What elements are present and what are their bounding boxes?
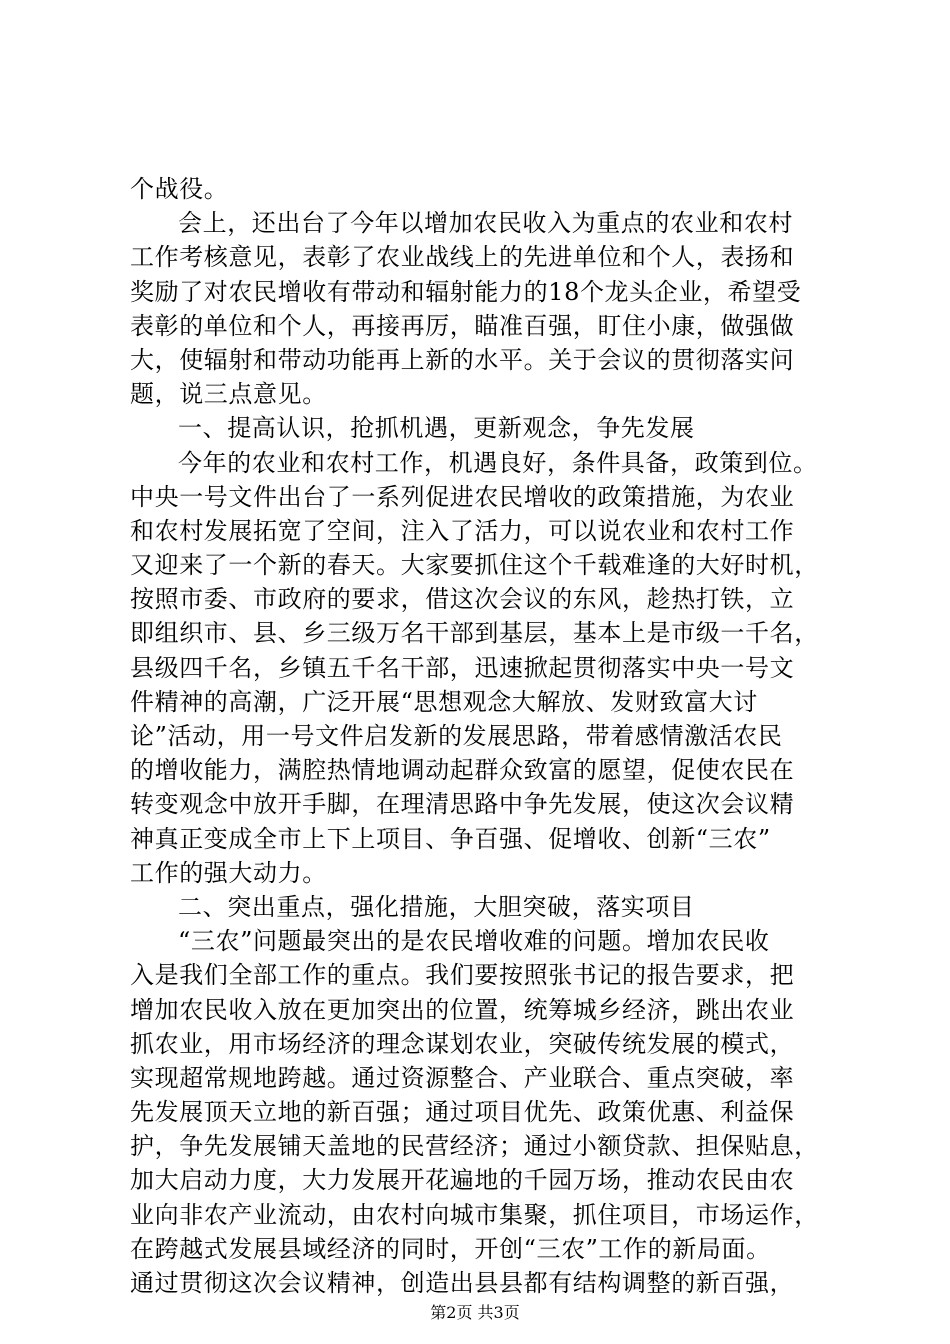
text-line: 加大启动力度，大力发展开花遍地的千园万场，推动农民由农 <box>130 1166 795 1195</box>
text-line: 件精神的高潮，广泛开展“思想观念大解放、发财致富大讨 <box>130 687 758 716</box>
text-line: 工作考核意见，表彰了农业战线上的先进单位和个人，表扬和 <box>130 243 795 272</box>
text-line: 今年的农业和农村工作，机遇良好，条件具备，政策到位。 <box>178 448 818 477</box>
text-line: 实现超常规地跨越。通过资源整合、产业联合、重点突破，率 <box>130 1063 795 1092</box>
text-line: 入是我们全部工作的重点。我们要按照张书记的报告要求，把 <box>130 961 795 990</box>
text-line: “三农”问题最突出的是农民增收难的问题。增加农民收 <box>178 927 770 956</box>
text-line: 神真正变成全市上下上项目、争百强、促增收、创新“三农” <box>130 824 771 853</box>
text-line: 按照市委、市政府的要求，借这次会议的东风，趁热打铁，立 <box>130 585 795 614</box>
text-line: 个战役。 <box>130 175 229 203</box>
text-line: 工作的强大动力。 <box>130 858 327 887</box>
text-line: 奖励了对农民增收有带动和辐射能力的18个龙头企业，希望受 <box>130 277 802 306</box>
text-line: 先发展顶天立地的新百强；通过项目优先、政策优惠、利益保 <box>130 1098 795 1127</box>
text-line: 中央一号文件出台了一系列促进农民增收的政策措施，为农业 <box>130 482 795 511</box>
text-line: 一、提高认识，抢抓机遇，更新观念，争先发展 <box>178 414 695 443</box>
text-line: 题，说三点意见。 <box>130 380 327 409</box>
text-line: 和农村发展拓宽了空间，注入了活力，可以说农业和农村工作 <box>130 516 795 545</box>
text-line: 的增收能力，满腔热情地调动起群众致富的愿望，促使农民在 <box>130 756 795 785</box>
text-line: 在跨越式发展县域经济的同时，开创“三农”工作的新局面。 <box>130 1234 771 1263</box>
text-line: 论”活动，用一号文件启发新的发展思路，带着感情激活农民 <box>130 722 783 750</box>
text-line: 转变观念中放开手脚，在理清思路中争先发展，使这次会议精 <box>130 790 795 819</box>
document-body <box>130 172 850 1300</box>
text-line: 抓农业，用市场经济的理念谋划农业，突破传统发展的模式， <box>130 1029 795 1058</box>
page-footer: 第2页 共3页 <box>430 1303 520 1322</box>
text-line: 会上，还出台了今年以增加农民收入为重点的农业和农村 <box>178 209 793 238</box>
text-line: 二、突出重点，强化措施，大胆突破，落实项目 <box>178 892 695 921</box>
text-line: 表彰的单位和个人，再接再厉，瞄准百强，盯住小康，做强做 <box>130 311 795 340</box>
text-line: 县级四千名，乡镇五千名干部，迅速掀起贯彻落实中央一号文 <box>130 653 795 682</box>
text-line: 又迎来了一个新的春天。大家要抓住这个千载难逢的大好时机， <box>130 551 819 580</box>
text-line: 增加农民收入放在更加突出的位置，统筹城乡经济，跳出农业 <box>130 995 795 1024</box>
text-line: 大，使辐射和带动功能再上新的水平。关于会议的贯彻落实问 <box>130 345 795 374</box>
text-line: 即组织市、县、乡三级万名干部到基层，基本上是市级一千名， <box>130 619 819 648</box>
text-line: 业向非农产业流动，由农村向城市集聚，抓住项目，市场运作， <box>130 1200 819 1229</box>
text-line: 通过贯彻这次会议精神，创造出县县都有结构调整的新百强， <box>130 1269 795 1297</box>
text-line: 护，争先发展铺天盖地的民营经济；通过小额贷款、担保贴息， <box>130 1132 819 1161</box>
